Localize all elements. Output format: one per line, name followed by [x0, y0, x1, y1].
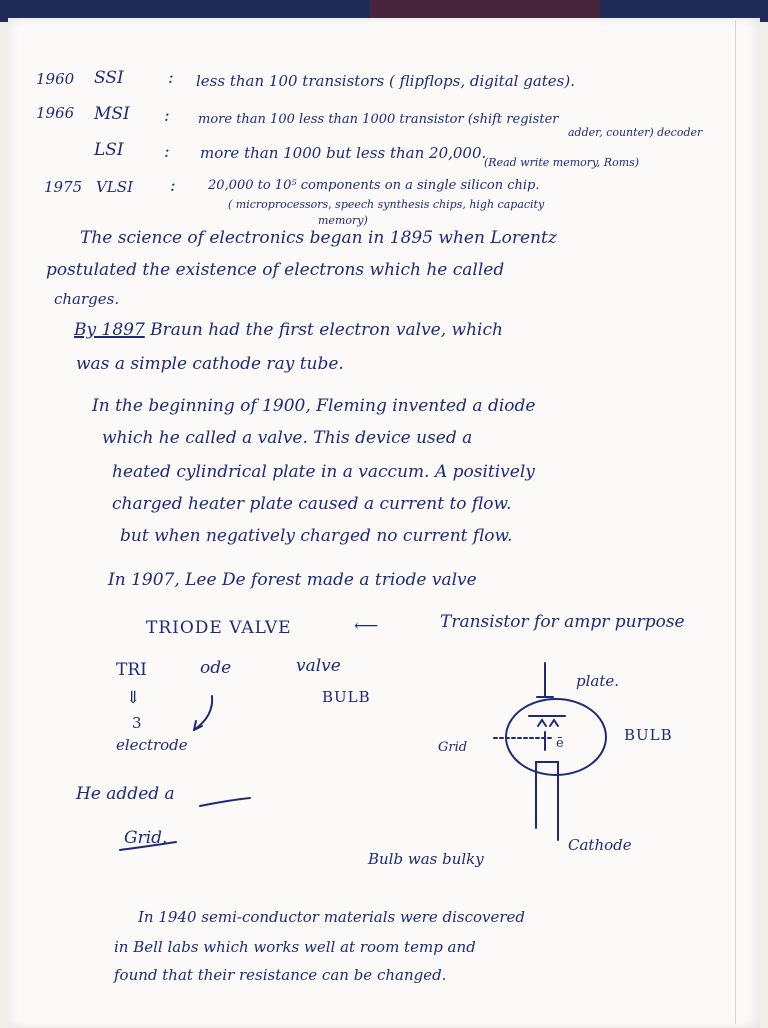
- row4-year: 1975: [44, 178, 83, 196]
- diagram-bulb-label: BULB: [624, 726, 673, 744]
- valve-label: valve: [296, 656, 341, 676]
- curved-arrow: [194, 696, 212, 730]
- para2-text: Braun had the first electron valve, which: [144, 320, 503, 340]
- double-down-arrow-icon: ⇓: [126, 688, 141, 708]
- para4-line: In 1907, Lee De forest made a triode valve: [108, 570, 477, 590]
- row3-text: more than 1000 but less than 20,000.: [200, 144, 487, 162]
- row4-sub2: memory): [318, 214, 368, 227]
- tri-label: TRI: [116, 660, 147, 680]
- three-label: 3: [132, 714, 142, 732]
- row2-text: more than 100 less than 1000 transistor (shift register: [198, 112, 559, 127]
- triode-valve-label: TRIODE VALVE: [146, 618, 292, 638]
- row2-sub: adder, counter) decoder: [568, 126, 703, 139]
- para5-line1: In 1940 semi-conductor materials were discovered: [138, 908, 526, 926]
- row1-text: less than 100 transistors ( flipflops, digital gates).: [196, 72, 575, 90]
- row2-colon: :: [164, 106, 170, 126]
- triode-diagram: [494, 663, 606, 840]
- plate-label: plate.: [576, 672, 620, 690]
- row3-code: LSI: [94, 140, 124, 160]
- row2-code: MSI: [94, 104, 130, 124]
- para1-line1: The science of electronics began in 1895 when Lorentz: [80, 228, 557, 248]
- electron-arrows: [538, 720, 558, 726]
- row4-sub: ( microprocessors, speech synthesis chips, high capacity: [228, 198, 545, 211]
- row1-code: SSI: [94, 68, 124, 88]
- row2-year: 1966: [36, 104, 75, 122]
- transistor-purpose-label: Transistor for ampr purpose: [440, 612, 685, 632]
- row1-colon: :: [168, 68, 174, 88]
- para2-line2: was a simple cathode ray tube.: [76, 354, 344, 374]
- bulb-note: Bulb was bulky: [368, 850, 484, 868]
- row3-colon: :: [164, 142, 170, 162]
- e-label: ē: [556, 736, 564, 751]
- para2-lead: By 1897: [74, 320, 145, 340]
- bulb-label: BULB: [322, 688, 371, 706]
- para5-line2: in Bell labs which works well at room temp and: [114, 938, 476, 956]
- row4-colon: :: [170, 176, 176, 196]
- para5-line3: found that their resistance can be changed.: [114, 966, 447, 984]
- grid-underline: [120, 842, 176, 850]
- para3-line4: charged heater plate caused a current to flow.: [112, 494, 512, 514]
- grid-label: Grid: [438, 740, 468, 755]
- left-arrow-icon: ⟵: [354, 616, 379, 636]
- row4-text: 20,000 to 10⁵ components on a single silicon chip.: [208, 178, 540, 193]
- ode-label: ode: [200, 658, 232, 678]
- para3-line5: but when negatively charged no current flow.: [120, 526, 513, 546]
- added-line2: Grid.: [124, 828, 168, 848]
- row3-sub: (Read write memory, Roms): [484, 156, 640, 169]
- para3-line1: In the beginning of 1900, Fleming invented a diode: [92, 396, 536, 416]
- cathode-label: Cathode: [568, 836, 632, 854]
- row1-year: 1960: [36, 70, 75, 88]
- para3-line2: which he called a valve. This device used a: [102, 428, 473, 448]
- para1-line3: charges.: [54, 290, 120, 308]
- added-underline: [200, 798, 250, 806]
- row4-code: VLSI: [96, 178, 133, 196]
- para1-line2: postulated the existence of electrons which he called: [46, 260, 505, 280]
- para3-line3: heated cylindrical plate in a vaccum. A positively: [112, 462, 535, 482]
- curved-arrow-head: [194, 721, 202, 730]
- electrode-label: electrode: [116, 736, 188, 754]
- added-line1: He added a: [76, 784, 175, 804]
